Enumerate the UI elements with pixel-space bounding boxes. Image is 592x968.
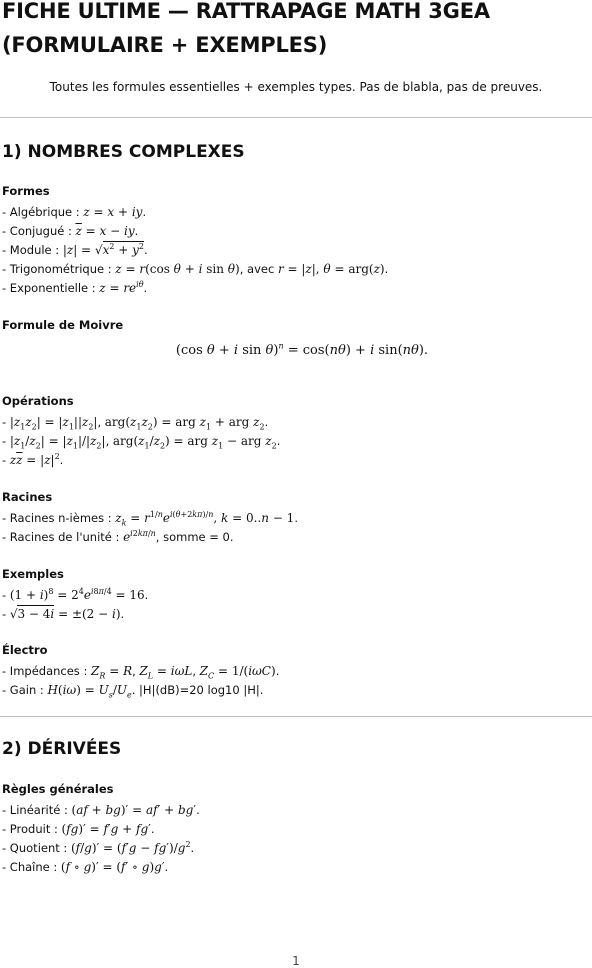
section-title: 2) DÉRIVÉES bbox=[2, 739, 122, 759]
line-label: - bbox=[2, 415, 10, 429]
math-expression: $Z_R = R$ bbox=[91, 664, 133, 681]
line-after: . bbox=[150, 822, 155, 836]
line-mid: , avec bbox=[239, 262, 278, 276]
formula-line bbox=[2, 222, 582, 241]
line-after: . bbox=[384, 262, 389, 276]
block-heading: Formule de Moivre bbox=[2, 318, 124, 332]
math-expression: (f ∘ g)′ = (f′ ∘ g)g′ bbox=[60, 860, 165, 874]
math-expression: $z\overline{z} = |z|^2$ bbox=[9, 452, 60, 467]
line-label: - Gain : bbox=[2, 683, 48, 697]
math-expression: z = x + iy bbox=[83, 205, 143, 219]
block-heading: Exemples bbox=[2, 567, 64, 581]
line-after: . bbox=[196, 803, 200, 817]
math-expression: (fg)′ = f′g + fg′ bbox=[61, 822, 151, 836]
math-expression: $Z_L = i\omega L$ bbox=[139, 664, 193, 681]
line-after: . bbox=[134, 224, 139, 238]
math-expression: √3 − 4i = ±(2 − i) bbox=[9, 607, 121, 621]
formula-line bbox=[2, 241, 582, 260]
formula-line bbox=[2, 451, 582, 470]
block-heading: Racines bbox=[2, 490, 53, 504]
formula-line bbox=[2, 528, 582, 547]
line-mid: , bbox=[132, 664, 140, 678]
formula-line bbox=[2, 681, 582, 700]
line-label: - bbox=[2, 453, 10, 467]
formula-line bbox=[2, 801, 582, 820]
line-after: , somme = 0. bbox=[155, 530, 234, 544]
line-after: . bbox=[276, 434, 281, 448]
line-label: - Exponentielle : bbox=[2, 281, 100, 295]
line-after: . bbox=[59, 453, 64, 467]
formula-line bbox=[2, 586, 582, 605]
math-expression: $z_k = r^{1/n}e^{i(\theta+2k\pi)/n}$, k = 0..n − 1 bbox=[115, 510, 295, 528]
block-electro bbox=[2, 642, 582, 700]
math-expression: $e^{i2k\pi/n}$ bbox=[123, 529, 156, 544]
formula-line bbox=[2, 605, 582, 624]
line-mid: , bbox=[192, 664, 200, 678]
line-after: . bbox=[144, 243, 148, 257]
section-title: 1) NOMBRES COMPLEXES bbox=[2, 142, 245, 162]
block-operations bbox=[2, 393, 582, 470]
formula-line bbox=[2, 432, 582, 451]
line-label: - Produit : bbox=[2, 822, 62, 836]
block-heading: Règles générales bbox=[2, 782, 114, 796]
line-after: . bbox=[264, 415, 269, 429]
formula-line bbox=[2, 858, 582, 877]
math-expression: $|z_1/z_2| = |z_1|/|z_2|$ bbox=[9, 434, 106, 451]
block-moivre bbox=[2, 317, 582, 358]
line-label: - bbox=[2, 607, 10, 621]
line-label: - bbox=[2, 434, 10, 448]
block-formes bbox=[2, 183, 582, 298]
formula-line bbox=[2, 839, 582, 858]
line-label: - Conjugué : bbox=[2, 224, 76, 238]
divider bbox=[0, 117, 592, 118]
line-label: - Module : bbox=[2, 243, 63, 257]
line-after: . bbox=[294, 511, 298, 525]
math-expression: $z = re^{i\theta}$ bbox=[99, 280, 144, 295]
line-label: - Racines n-ièmes : bbox=[2, 511, 116, 525]
block-racines bbox=[2, 489, 582, 547]
math-expression: $\overline{z} = x$ − iy bbox=[75, 224, 135, 238]
line-label: - bbox=[2, 588, 10, 602]
line-after: . bbox=[164, 860, 169, 874]
formula-line bbox=[2, 279, 582, 298]
formula-line bbox=[2, 820, 582, 839]
block-regles-generales bbox=[2, 781, 582, 877]
block-heading: Opérations bbox=[2, 394, 74, 408]
line-label: - Impédances : bbox=[2, 664, 91, 678]
math-expression: r = |z|, θ = arg(z) bbox=[277, 262, 385, 276]
math-expression: z = r(cos θ + i sin θ) bbox=[115, 262, 240, 276]
math-expression: $|z| = √x^2 + y^2$ bbox=[62, 242, 144, 257]
document-title: FICHE ULTIME — RATTRAPAGE MATH 3GEA (FORMULAIRE + EXEMPLES) bbox=[2, 0, 490, 57]
block-heading: Formes bbox=[2, 184, 50, 198]
formula-line bbox=[2, 509, 582, 528]
formula-line bbox=[2, 260, 582, 279]
line-label: - Algébrique : bbox=[2, 205, 84, 219]
page-number: 1 bbox=[292, 954, 300, 968]
formula-line bbox=[2, 203, 582, 222]
line-label: - Chaîne : bbox=[2, 860, 61, 874]
line-mid: , bbox=[105, 434, 113, 448]
line-after: . bbox=[120, 607, 125, 621]
math-expression: $|z_1z_2| = |z_1||z_2|$ bbox=[9, 415, 98, 432]
line-after: . |H|(dB)=20 log10 |H|. bbox=[131, 683, 264, 697]
math-expression: $H(i\omega) = U_s/U_e$ bbox=[47, 683, 132, 700]
line-mid: , bbox=[97, 415, 105, 429]
math-expression: $(f/g)' = (f'g - fg')/g^2$ bbox=[70, 840, 191, 855]
line-label: - Trigonométrique : bbox=[2, 262, 116, 276]
math-expression: (af + bg)′ = af′ + bg′ bbox=[71, 803, 197, 817]
line-after: . bbox=[142, 205, 147, 219]
line-label: - Quotient : bbox=[2, 841, 71, 855]
math-expression: $arg(z_1z_2)$ = arg $z_1$ + arg $z_2$ bbox=[104, 415, 265, 432]
line-after: . bbox=[190, 841, 195, 855]
document-subtitle: Toutes les formules essentielles + exemples types. Pas de blabla, pas de preuves. bbox=[49, 80, 543, 94]
line-label: - Racines de l'unité : bbox=[2, 530, 124, 544]
divider bbox=[0, 716, 592, 717]
line-after: . bbox=[143, 281, 148, 295]
line-after: . bbox=[144, 588, 149, 602]
block-exemples bbox=[2, 566, 582, 624]
math-expression: $arg(z_1/z_2)$ = arg $z_1$ − arg $z_2$ bbox=[112, 434, 277, 451]
moivre-formula: (cos θ + i sin θ)$^n$ = cos(nθ) + i sin(nθ). bbox=[175, 341, 429, 358]
line-label: - Linéarité : bbox=[2, 803, 72, 817]
math-expression: $(1 + i)^8 = 2^4e^{i8\pi/4} = 16$ bbox=[9, 587, 145, 602]
line-after: . bbox=[275, 664, 280, 678]
block-heading: Électro bbox=[2, 643, 48, 657]
formula-line bbox=[2, 413, 582, 432]
math-expression: $Z_C = 1/(i\omega C)$ bbox=[199, 664, 276, 681]
formula-line bbox=[2, 662, 582, 681]
